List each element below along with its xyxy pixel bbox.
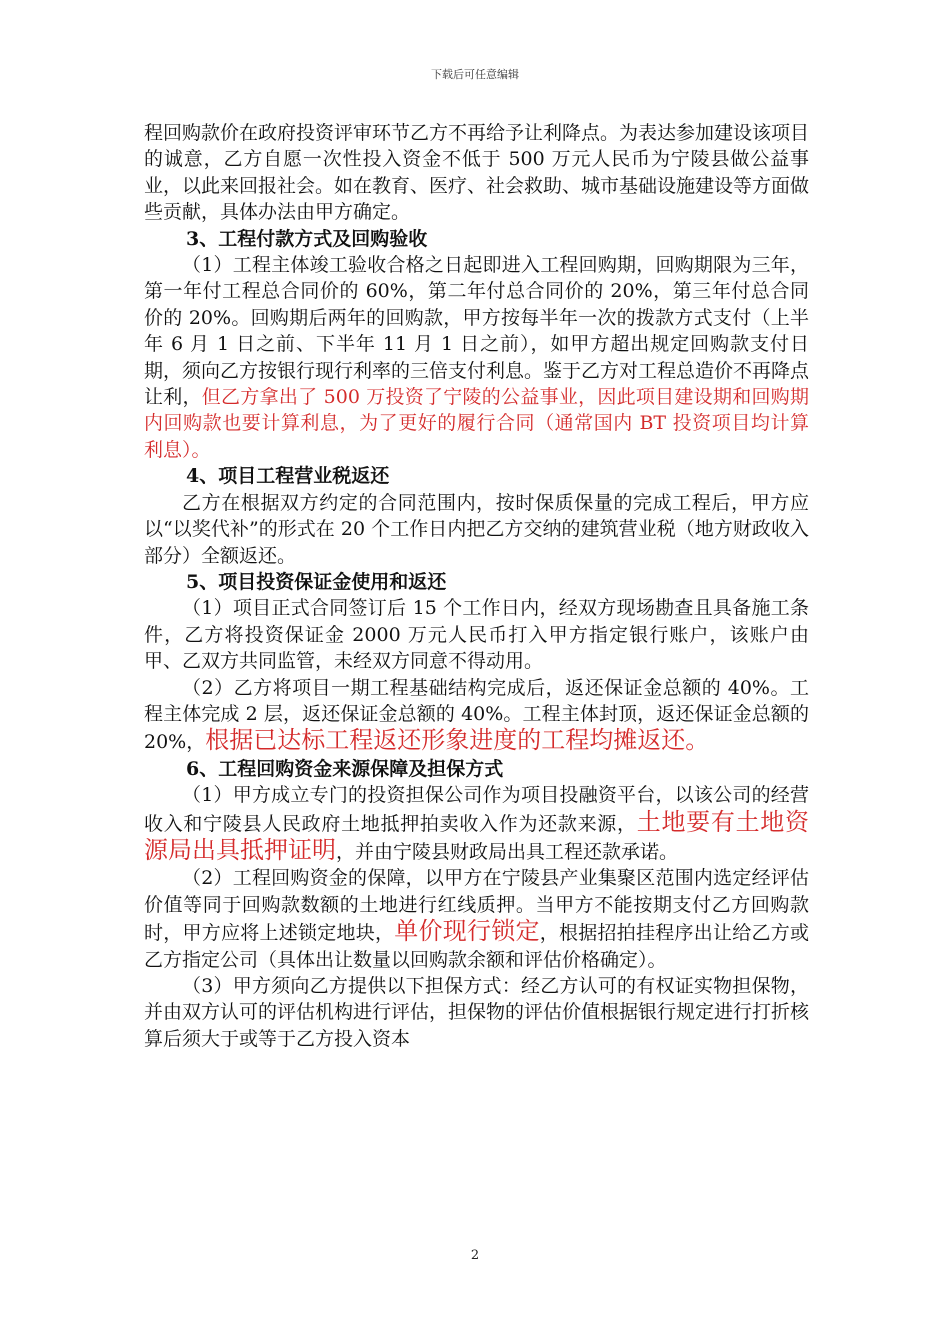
paragraph-6-2-tail: ，根据招拍挂程序出让给乙方或乙方指定公司（具体出让数量以回购款余额和评估价格确定）。: [144, 922, 809, 971]
paragraph-5-2-emphasis: 根据已达标工程返还形象进度的工程均摊返还。: [205, 726, 710, 755]
paragraph-3-1-text: （1）工程主体竣工验收合格之日起即进入工程回购期，回购期限为三年，第一年付工程总合同价的 60%，第二年付总合同价的 20%，第三年付总合同价的 20%。回购期后两年的回购款，甲方按每半年一次的拨款方式支付（上半年 6 月 1 日之前、下半年 11 月 1 日之前），如甲方超出规定回购款支付日期，须向乙方按银行现行利率的三倍支付利息。鉴于乙方对工程总造价不再降点让利，: [144, 254, 810, 409]
paragraph-6-1-emphasis: 土地要有土地资源局出具抵押证明: [144, 807, 809, 864]
paragraph-6-1-tail: ，并由宁陵县财政局出具工程还款承诺。: [336, 840, 679, 863]
section-heading-4: 4、项目工程营业税返还: [186, 465, 390, 488]
section-heading-3: 3、工程付款方式及回购验收: [186, 227, 428, 250]
section-heading-6: 6、工程回购资金来源保障及担保方式: [186, 757, 504, 780]
page-number: 2: [470, 1248, 480, 1263]
paragraph-continuation: 程回购款价在政府投资评审环节乙方不再给予让利降点。为表达参加建设该项目的诚意，乙方自愿一次性投入资金不低于 500 万元人民币为宁陵县做公益事业，以此来回报社会。如在教育、医疗、社会救助、城市基础设施建设等方面做些贡献，具体办法由甲方确定。: [144, 122, 810, 224]
paragraph-5-2-text: （2）乙方将项目一期工程基础结构完成后，返还保证金总额的 40%。工程主体完成 2 层，返还保证金总额的 40%。工程主体封顶，返还保证金总额的 20%，: [144, 676, 809, 754]
paragraph-3-1-emphasis: 但乙方拿出了 500 万投资了宁陵的公益事业，因此项目建设期和回购期内回购款也要计算利息，为了更好的履行合同（通常国内 BT 投资项目均计算利息）。: [144, 386, 809, 461]
paragraph-4: 乙方在根据双方约定的合同范围内，按时保质保量的完成工程后，甲方应以“以奖代补”的形式在 20 个工作日内把乙方交纳的建筑营业税（地方财政收入部分）全额返还。: [144, 491, 809, 567]
document-body: [144, 120, 809, 1052]
paragraph-3-1: [144, 252, 809, 463]
paragraph-5-2: [144, 675, 809, 756]
paragraph-5-1: （1）项目正式合同签订后 15 个工作日内，经双方现场勘查且具备施工条件，乙方将投资保证金 2000 万元人民币打入甲方指定银行账户，该账户由甲、乙双方共同监管，未经双方同意不得动用。: [144, 597, 809, 673]
section-heading-5: 5、项目投资保证金使用和返还: [186, 570, 447, 593]
paragraph-6-2: [144, 865, 809, 973]
header-note: 下载后可任意编辑: [431, 68, 519, 81]
paragraph-6-2-emphasis: 单价现行锁定: [394, 917, 540, 946]
paragraph-6-3: （3）甲方须向乙方提供以下担保方式：经乙方认可的有权证实物担保物，并由双方认可的评估机构进行评估，担保物的评估价值根据银行规定进行打折核算后须大于或等于乙方投入资本: [144, 975, 810, 1050]
paragraph-6-2-text: （2）工程回购资金的保障，以甲方在宁陵县产业集聚区范围内选定经评估价值等同于回购款数额的土地进行红线质押。当甲方不能按期支付乙方回购款时，甲方应将上述锁定地块，: [144, 867, 809, 945]
paragraph-6-1: [144, 782, 809, 865]
paragraph-6-1-text: （1）甲方成立专门的投资担保公司作为项目投融资平台，以该公司的经营收入和宁陵县人民政府土地抵押拍卖收入作为还款来源，: [144, 784, 809, 835]
